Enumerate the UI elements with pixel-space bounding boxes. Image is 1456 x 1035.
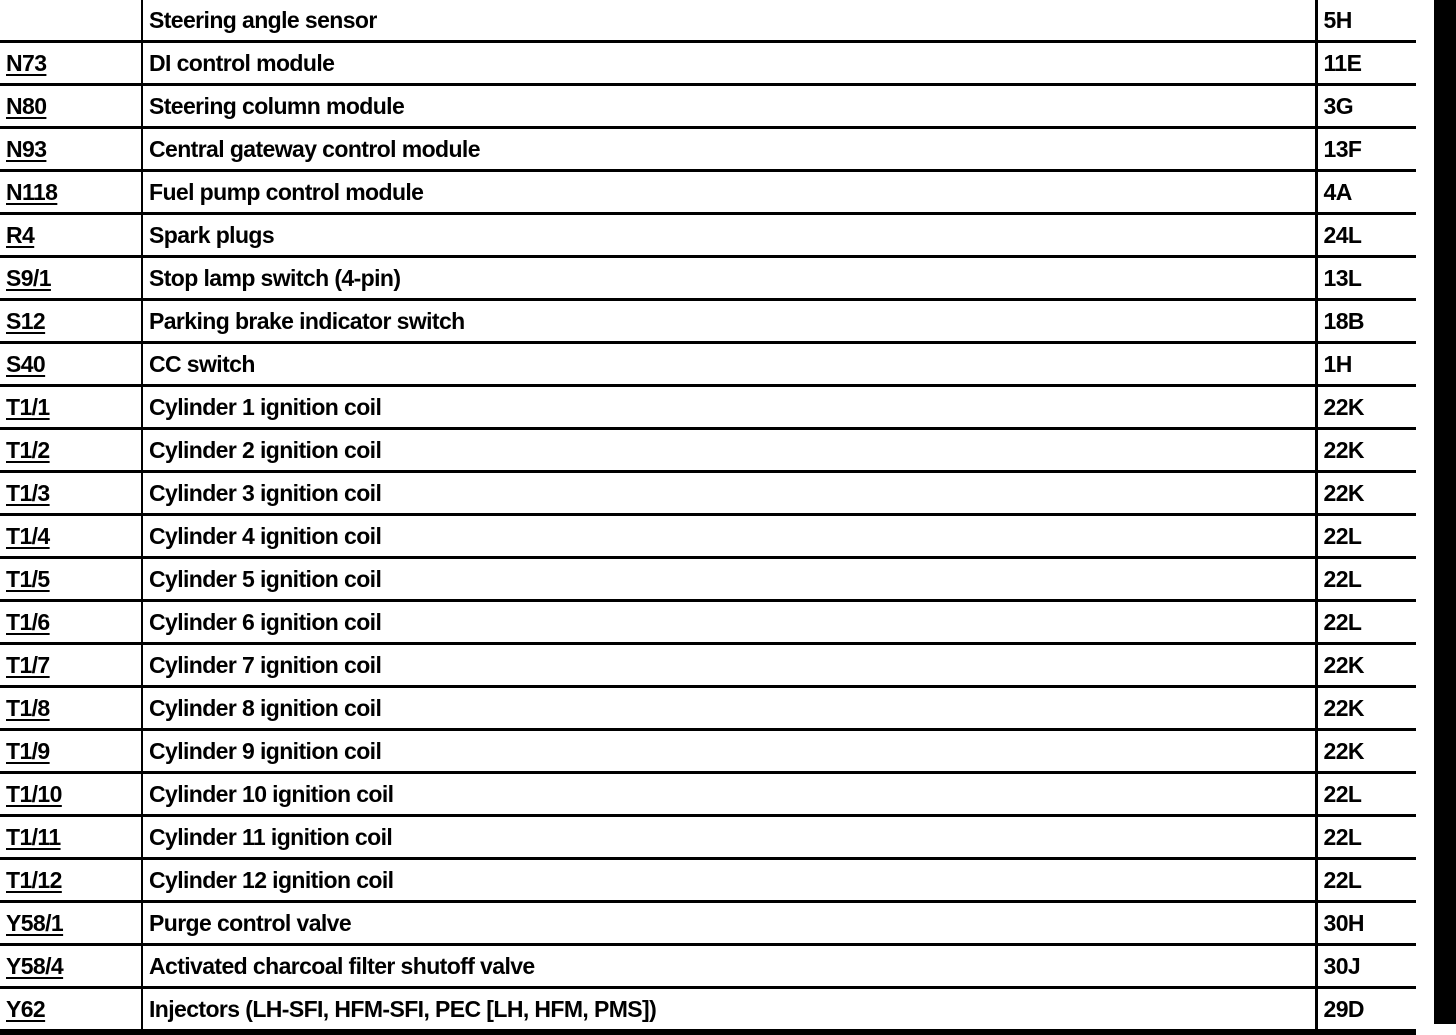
component-code-cell	[0, 816, 142, 859]
table-row	[0, 42, 1416, 85]
table-row	[0, 902, 1416, 945]
grid-location: 22L	[1316, 558, 1416, 601]
component-code-cell	[0, 128, 142, 171]
component-code-link[interactable]: S9/1	[6, 265, 51, 291]
component-code-link[interactable]: T1/8	[6, 695, 50, 721]
grid-location: 4A	[1316, 171, 1416, 214]
grid-location: 11E	[1316, 42, 1416, 85]
table-row	[0, 773, 1416, 816]
component-code-cell	[0, 773, 142, 816]
grid-location: 22K	[1316, 386, 1416, 429]
component-code-link[interactable]: T1/10	[6, 781, 62, 807]
table-row	[0, 859, 1416, 902]
table-row	[0, 558, 1416, 601]
component-code-link[interactable]: T1/9	[6, 738, 50, 764]
component-code-cell	[0, 343, 142, 386]
component-code-cell	[0, 42, 142, 85]
component-code-cell	[0, 515, 142, 558]
component-code-cell	[0, 945, 142, 988]
table-row	[0, 257, 1416, 300]
component-description: Cylinder 5 ignition coil	[142, 558, 1316, 601]
table-row	[0, 601, 1416, 644]
table-row	[0, 343, 1416, 386]
grid-location: 22K	[1316, 429, 1416, 472]
component-code-link[interactable]: T1/3	[6, 480, 50, 506]
component-code-cell	[0, 386, 142, 429]
component-code-link[interactable]: T1/1	[6, 394, 50, 420]
component-description: CC switch	[142, 343, 1316, 386]
component-code-cell	[0, 644, 142, 687]
grid-location: 22K	[1316, 472, 1416, 515]
component-description: Steering angle sensor	[142, 0, 1316, 42]
component-description: Central gateway control module	[142, 128, 1316, 171]
table-row	[0, 730, 1416, 773]
grid-location: 18B	[1316, 300, 1416, 343]
grid-location: 5H	[1316, 0, 1416, 42]
component-code-link[interactable]: R4	[6, 222, 35, 248]
component-code-cell	[0, 687, 142, 730]
component-code-link[interactable]: T1/7	[6, 652, 50, 678]
component-code-cell	[0, 85, 142, 128]
component-code-cell	[0, 429, 142, 472]
component-code-link[interactable]: T1/6	[6, 609, 50, 635]
table-row	[0, 816, 1416, 859]
component-code-cell	[0, 730, 142, 773]
component-description: Cylinder 10 ignition coil	[142, 773, 1316, 816]
component-description: Cylinder 4 ignition coil	[142, 515, 1316, 558]
component-description: Cylinder 7 ignition coil	[142, 644, 1316, 687]
component-code-cell	[0, 171, 142, 214]
component-code-cell	[0, 472, 142, 515]
component-description: Spark plugs	[142, 214, 1316, 257]
grid-location: 1H	[1316, 343, 1416, 386]
component-code-cell	[0, 214, 142, 257]
component-description: Cylinder 6 ignition coil	[142, 601, 1316, 644]
grid-location: 22L	[1316, 816, 1416, 859]
table-row	[0, 472, 1416, 515]
component-code-link[interactable]: Y62	[6, 996, 46, 1022]
grid-location: 22L	[1316, 515, 1416, 558]
table-row	[0, 386, 1416, 429]
component-description: Activated charcoal filter shutoff valve	[142, 945, 1316, 988]
table-row	[0, 0, 1416, 42]
component-code-cell	[0, 902, 142, 945]
table-row	[0, 945, 1416, 988]
component-code-cell	[0, 988, 142, 1033]
component-description: Parking brake indicator switch	[142, 300, 1316, 343]
component-code-cell	[0, 558, 142, 601]
component-description: Steering column module	[142, 85, 1316, 128]
grid-location: 22L	[1316, 859, 1416, 902]
component-description: DI control module	[142, 42, 1316, 85]
component-code-link[interactable]: T1/5	[6, 566, 50, 592]
table-row	[0, 687, 1416, 730]
grid-location: 22K	[1316, 730, 1416, 773]
component-description: Stop lamp switch (4-pin)	[142, 257, 1316, 300]
component-code-link[interactable]: T1/4	[6, 523, 50, 549]
table-row	[0, 128, 1416, 171]
table-row	[0, 515, 1416, 558]
component-code-cell	[0, 601, 142, 644]
grid-location: 13F	[1316, 128, 1416, 171]
component-code-link[interactable]: T1/12	[6, 867, 62, 893]
component-code-link[interactable]: N118	[6, 179, 58, 205]
component-description: Injectors (LH-SFI, HFM-SFI, PEC [LH, HFM, PMS])	[142, 988, 1316, 1033]
table-row	[0, 988, 1416, 1033]
table-row	[0, 644, 1416, 687]
grid-location: 24L	[1316, 214, 1416, 257]
component-description: Cylinder 11 ignition coil	[142, 816, 1316, 859]
grid-location: 22K	[1316, 687, 1416, 730]
component-description: Cylinder 1 ignition coil	[142, 386, 1316, 429]
grid-location: 30H	[1316, 902, 1416, 945]
component-description: Cylinder 12 ignition coil	[142, 859, 1316, 902]
table-row	[0, 429, 1416, 472]
component-code-link[interactable]: S40	[6, 351, 46, 377]
right-border-strip	[1434, 0, 1456, 1024]
component-description: Cylinder 8 ignition coil	[142, 687, 1316, 730]
grid-location: 13L	[1316, 257, 1416, 300]
component-description: Cylinder 9 ignition coil	[142, 730, 1316, 773]
table-row	[0, 85, 1416, 128]
component-description: Cylinder 3 ignition coil	[142, 472, 1316, 515]
component-code-cell	[0, 859, 142, 902]
table-row	[0, 300, 1416, 343]
component-code-link[interactable]: Y58/1	[6, 910, 64, 936]
grid-location: 22L	[1316, 601, 1416, 644]
component-code-cell	[0, 0, 142, 42]
grid-location: 29D	[1316, 988, 1416, 1033]
table-row	[0, 214, 1416, 257]
component-code-cell	[0, 257, 142, 300]
component-code-cell	[0, 300, 142, 343]
component-code-link[interactable]: N93	[6, 136, 47, 162]
component-code-link[interactable]: T1/2	[6, 437, 50, 463]
component-description: Purge control valve	[142, 902, 1316, 945]
component-code-link[interactable]: N80	[6, 93, 47, 119]
component-code-link[interactable]: S12	[6, 308, 46, 334]
component-code-link[interactable]: Y58/4	[6, 953, 64, 979]
grid-location: 22K	[1316, 644, 1416, 687]
component-description: Cylinder 2 ignition coil	[142, 429, 1316, 472]
component-code-link[interactable]: T1/11	[6, 824, 61, 850]
grid-location: 30J	[1316, 945, 1416, 988]
grid-location: 22L	[1316, 773, 1416, 816]
grid-location: 3G	[1316, 85, 1416, 128]
table-row	[0, 171, 1416, 214]
component-code-link[interactable]: N73	[6, 50, 47, 76]
component-description: Fuel pump control module	[142, 171, 1316, 214]
